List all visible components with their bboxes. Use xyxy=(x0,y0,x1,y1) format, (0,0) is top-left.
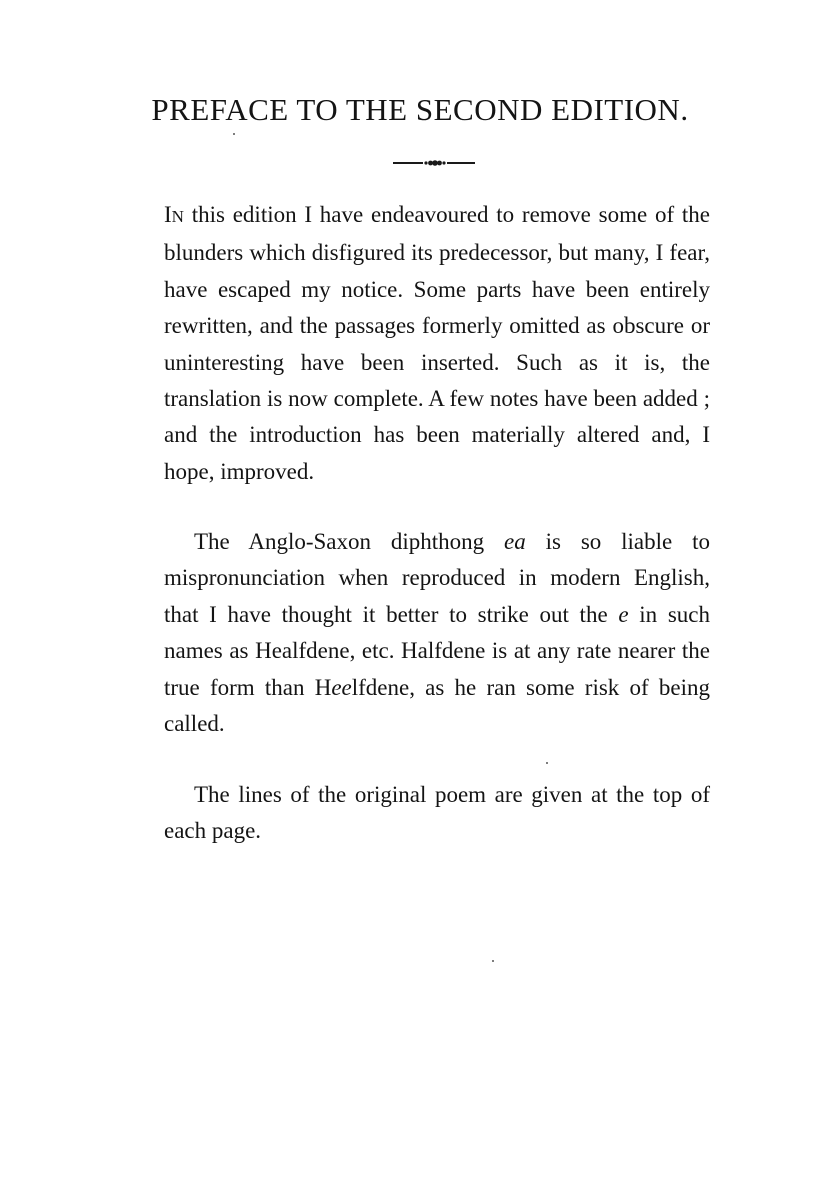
letter-e: e xyxy=(618,601,629,627)
diphthong-ea: ea xyxy=(504,529,526,554)
letters-ee: ee xyxy=(331,674,352,700)
paragraph-2-segment-2: is so liable to mispronunciation when reproduced in modern English, that I have thought it better to strike out the xyxy=(164,529,710,627)
smallcap: N xyxy=(171,207,184,226)
paragraph-3: The lines of the original poem are given at the top of each page. xyxy=(164,782,710,844)
page-title: PREFACE TO THE SECOND EDITION. xyxy=(151,92,689,127)
print-speck xyxy=(546,762,548,764)
paragraph-1 xyxy=(164,197,710,490)
paragraph-1-text: this edition I have endeavoured to remove some of the blunders which disfigured its predecessor, but many, I fear, have escaped my notice. Some parts have been entirely rewritten, and the passages formerly omitted as obscure or uninteresting have been inserted. Such as it is, the translation is now complete. A few notes have been added ; and the introduction has been materially altered and, I hope, improved. xyxy=(164,202,710,484)
dropcap: I xyxy=(164,202,172,227)
paragraph-2 xyxy=(164,524,710,742)
paragraph-2-segment-1: The Anglo-Saxon diphthong xyxy=(194,529,505,554)
paragraph-2-segment-4: lfdene, as he ran some risk of being called. xyxy=(164,674,710,737)
ornamental-rule-icon xyxy=(393,156,475,170)
print-speck xyxy=(492,960,494,962)
paragraph-2-segment-3: in such names as Healfdene, etc. Halfdene is at any rate nearer the true form than H xyxy=(164,601,710,700)
print-speck xyxy=(233,133,235,135)
